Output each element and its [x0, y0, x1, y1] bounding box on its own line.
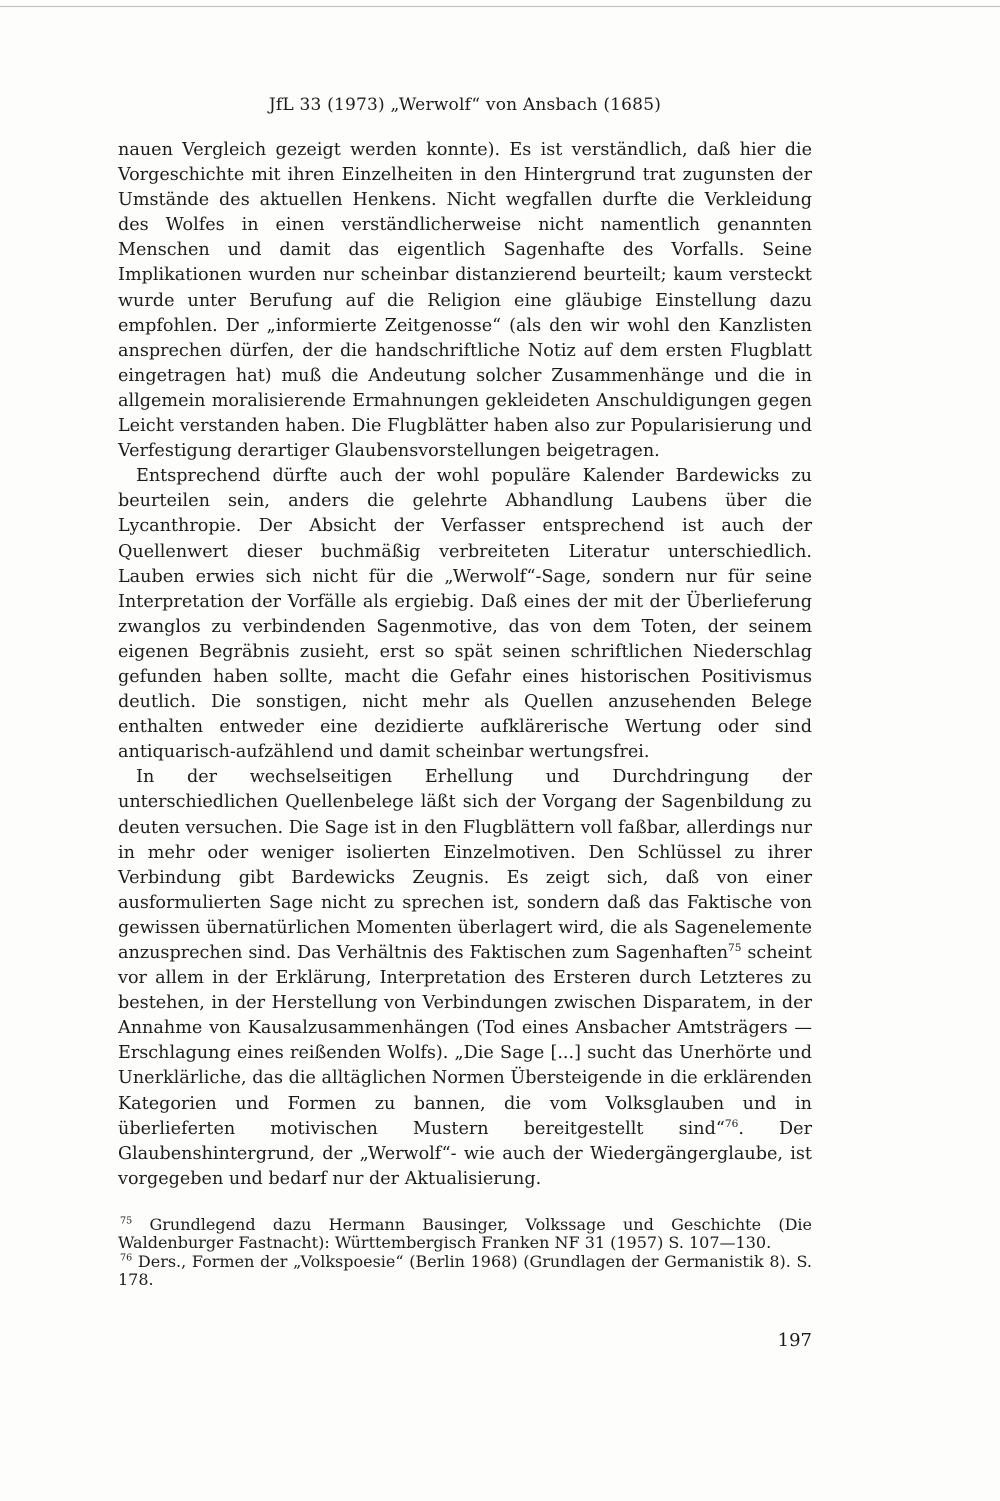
- paragraph-3-text-end: . Der Glaubenshintergrund, der „Werwolf“- wie auch der Wiedergängerglaube, ist vorgegeben und bedarf nur der Aktualisierung.: [118, 1118, 812, 1189]
- footnote-number-75: 75: [120, 1215, 133, 1227]
- footnote-number-76: 76: [120, 1252, 133, 1264]
- footnote-ref-75[interactable]: 75: [728, 942, 742, 955]
- footnote-text-76: Ders., Formen der „Volkspoesie“ (Berlin 1968) (Grundlagen der Germanistik 8). S. 178.: [118, 1251, 812, 1290]
- paragraph-3-text-start: In der wechselseitigen Erhellung und Durchdringung der unterschiedlichen Quellenbelege läßt sich der Vorgang der Sagenbildung zu deuten versuchen. Die Sage ist in den Flugblättern voll faßbar, allerdings nur in mehr oder weniger isolierten Einzelmotiven. Den Schlüssel zu ihrer Verbindung gibt Bardewicks Zeugnis. Es zeigt sich, daß von einer ausformulierten Sage nicht zu sprechen ist, sondern daß das Faktische von gewissen übernatürlichen Momenten überlagert wird, die als Sagenelemente anzusprechen sind. Das Verhältnis des Faktischen zum Sagenhaften: [118, 767, 812, 963]
- footnotes: [118, 1216, 812, 1290]
- paragraph-3: [118, 765, 812, 1192]
- body-text: [118, 138, 812, 1192]
- paragraph-2-text: Entsprechend dürfte auch der wohl populäre Kalender Bardewicks zu beurteilen sein, anders die gelehrte Abhandlung Laubens über die Lycanthropie. Der Absicht der Verfasser entsprechend ist auch der Quellenwert dieser buchmäßig verbreiteten Literatur unterschiedlich. Lauben erwies sich nicht für die „Werwolf“-Sage, sondern nur für seine Interpretation der Vorfälle als ergiebig. Daß eines der mit der Überlieferung zwanglos zu verbindenden Sagenmotive, das von dem Toten, der seinem eigenen Begräbnis zusieht, erst so spät seinen schriftlichen Niederschlag gefunden haben sollte, macht die Gefahr eines historischen Positivismus deutlich. Die sonstigen, nicht mehr als Quellen anzusehenden Belege enthalten entweder eine dezidierte aufklärerische Wertung oder sind antiquarisch-aufzählend und damit scheinbar wertungsfrei.: [118, 466, 812, 763]
- paragraph-3-text-middle: scheint vor allem in der Erklärung, Interpretation des Ersteren durch Letzteres zu bestehen, in der Herstellung von Verbindungen zwischen Disparatem, in der Annahme von Kausalzusammenhängen (Tod eines Ansbacher Amtsträgers — Erschlagung eines reißenden Wolfs). „Die Sage [...] sucht das Unerhörte und Unerklärliche, das die alltäglichen Normen Übersteigende in die erklärenden Kategorien und Formen zu bannen, die vom Volksglauben und in überlieferten motivischen Mustern bereitgestellt sind“: [118, 943, 812, 1139]
- footnote-text-75: Grundlegend dazu Hermann Bausinger, Volkssage und Geschichte (Die Waldenburger Fastnacht): Württembergisch Franken NF 31 (1957) S. 107—130.: [118, 1214, 812, 1253]
- footnote-76: [118, 1253, 812, 1290]
- page-top-edge: [0, 6, 1000, 7]
- paragraph-2: [118, 464, 812, 765]
- page-number: 197: [777, 1330, 812, 1351]
- page-content: [118, 94, 812, 1290]
- running-head: JfL 33 (1973) „Werwolf“ von Ansbach (1685): [268, 95, 662, 115]
- paragraph-1-text: nauen Vergleich gezeigt werden konnte). Es ist verständlich, daß hier die Vorgeschichte mit ihren Einzelheiten in den Hintergrund trat zugunsten der Umstände des aktuellen Henkens. Nicht wegfallen durfte die Verkleidung des Wolfes in einen verständlicherweise nicht namentlich genannten Menschen und damit das eigentlich Sagenhafte des Vorfalls. Seine Implikationen wurden nur scheinbar distanzierend beurteilt; kaum versteckt wurde unter Berufung auf die Religion eine gläubige Einstellung dazu empfohlen. Der „informierte Zeitgenosse“ (als den wir wohl den Kanzlisten ansprechen dürfen, der die handschriftliche Notiz auf dem ersten Flugblatt eingetragen hat) muß die Andeutung solcher Zusammenhänge und die in allgemein moralisierende Ermahnungen gekleideten Anschuldigungen gegen Leicht verstanden haben. Die Flugblätter haben also zur Popularisierung und Verfestigung derartiger Glaubensvorstellungen beigetragen.: [118, 140, 812, 462]
- footnote-ref-76[interactable]: 76: [724, 1117, 739, 1130]
- footnote-75: [118, 1216, 812, 1253]
- paragraph-1: [118, 138, 812, 464]
